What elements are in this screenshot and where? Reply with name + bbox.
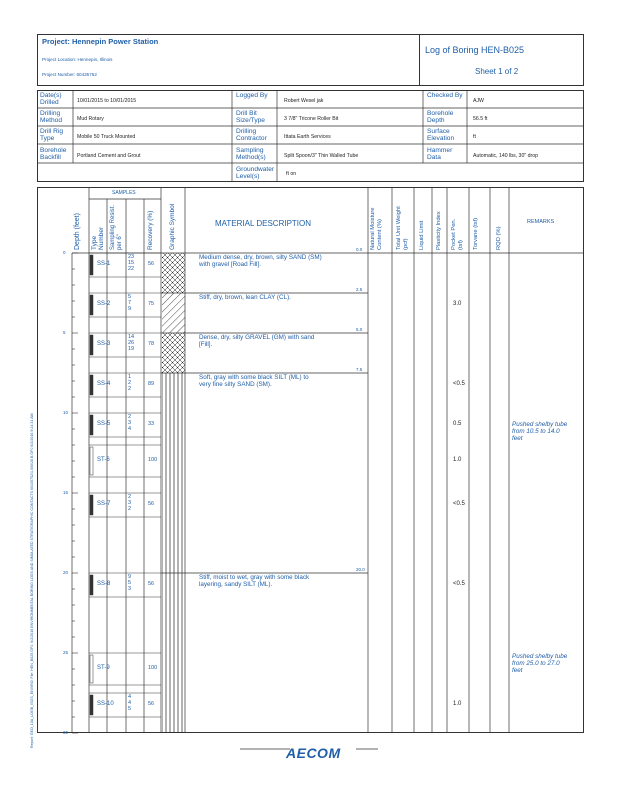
rqd-column-header: RQD (%) <box>496 226 502 250</box>
label-borehole-depth: Borehole Depth <box>427 110 454 124</box>
blow-count: 3 <box>128 586 132 592</box>
split-spoon-marker <box>90 295 93 315</box>
layer-depth: 5.0 <box>356 327 363 332</box>
pocket-pen-column-header: Pocket Pen. (tsf) <box>451 218 464 250</box>
project-number: Project Number: 60435752 <box>42 72 97 77</box>
soil-graphic <box>162 293 185 333</box>
sample-recovery: 100 <box>148 665 158 671</box>
log-title: Log of Boring HEN-B025 <box>425 45 525 55</box>
liquid-limit-column-header: Liquid Limit <box>419 220 425 250</box>
label-checked-by: Checked By <box>427 92 463 99</box>
layer-description: very fine silty SAND (SM). <box>199 381 272 388</box>
value-sampling-method: Split Spoon/3" Thin Walled Tube <box>284 153 359 159</box>
sample-id: SS-3 <box>97 341 111 347</box>
recovery-column-header: Recovery (%) <box>147 210 154 250</box>
blow-count: 22 <box>128 266 135 272</box>
label-hammer-data: Hammer Data <box>427 147 453 161</box>
sample-recovery: 56 <box>148 581 155 587</box>
layer-description: Soft, gray with some black SILT (ML) to <box>199 374 309 381</box>
layer-depth: 7.5 <box>356 367 363 372</box>
aecom-logo: AECOM <box>286 745 341 761</box>
layer-depth: 2.5 <box>356 287 363 292</box>
split-spoon-marker <box>90 375 93 395</box>
blow-count: 2 <box>128 414 132 420</box>
sample-recovery: 56 <box>148 501 155 507</box>
sample-recovery: 89 <box>148 381 155 387</box>
layer-description: Stiff, dry, brown, lean CLAY (CL). <box>199 294 291 301</box>
layer-depth: 0.0 <box>356 247 363 252</box>
project-location: Project Location: Hennepin, Illinois <box>42 57 113 62</box>
sample-id: SS-5 <box>97 421 111 427</box>
type-column-header: Type <box>91 235 98 250</box>
sample-recovery: 75 <box>148 301 155 307</box>
blow-count: 9 <box>128 574 132 580</box>
layer-depth: 20.0 <box>356 567 365 572</box>
blow-count: 2 <box>128 380 132 386</box>
split-spoon-marker <box>90 255 93 275</box>
graphic-column-header: Graphic Symbol <box>169 203 176 250</box>
split-spoon-marker <box>90 575 93 595</box>
blow-count: 2 <box>128 386 132 392</box>
sample-id: SS-7 <box>97 501 111 507</box>
blow-count: 3 <box>128 420 132 426</box>
blow-count: 5 <box>128 294 132 300</box>
remark-text: feet <box>512 667 523 674</box>
sample-id: SS-4 <box>97 381 111 387</box>
blow-count: 3 <box>128 500 132 506</box>
value-drill-bit: 3 7/8" Tricone Roller Bit <box>284 116 339 122</box>
depth-label: 30 <box>63 730 69 735</box>
label-contractor: Drilling Contractor <box>236 128 267 142</box>
pocket-pen-value: <0.5 <box>453 581 465 587</box>
layer-description: Dense, dry, silty GRAVEL (GM) with sand <box>199 334 315 341</box>
report-side-note: Report: GEO_10A_LOGB_ISGS_ENVIRO; File: HEN_B025.GPJ; 6/2/2016 ENVIRONMENTAL BORING LOGS AND SIMULATED STRATIGRAPHIC CONTACTS 60435752/1,000/28 B.GPJ 6/2/2016 9:24:31 AM <box>30 413 34 748</box>
pocket-pen-value: 1.0 <box>453 457 462 463</box>
value-checked-by: AJW <box>473 98 484 104</box>
sheet-number: Sheet 1 of 2 <box>475 67 519 76</box>
soil-graphic <box>162 373 185 573</box>
label-logged-by: Logged By <box>236 92 268 99</box>
pocket-pen-value: 0.5 <box>453 421 462 427</box>
split-spoon-marker <box>90 415 93 435</box>
depth-label: 0 <box>63 250 66 255</box>
value-logged-by: Robert Wesel jak <box>284 98 324 104</box>
sample-recovery: 56 <box>148 701 155 707</box>
pocket-pen-value: <0.5 <box>453 501 465 507</box>
soil-graphic <box>162 573 185 733</box>
sample-id: SS-8 <box>97 581 111 587</box>
value-drill-rig: Mobile 50 Truck Mounted <box>77 134 136 140</box>
shelby-tube-marker <box>90 655 93 683</box>
blow-count: 4 <box>128 426 132 432</box>
split-spoon-marker <box>90 695 93 715</box>
soil-graphic <box>162 253 185 293</box>
remark-text: from 25.0 to 27.0 <box>512 660 560 667</box>
layer-description: with gravel [Road Fill]. <box>199 261 261 268</box>
blow-count: 23 <box>128 254 135 260</box>
depth-label: 25 <box>63 650 69 655</box>
depth-label: 15 <box>63 490 69 495</box>
project-title: Project: Hennepin Power Station <box>42 37 159 46</box>
sample-id: SS-1 <box>97 261 111 267</box>
label-date-drilled: Date(s) Drilled <box>40 92 62 106</box>
sample-id: SS-10 <box>97 701 114 707</box>
label-backfill: Borehole Backfill <box>40 147 67 161</box>
plasticity-column-header: Plasticity Index <box>436 211 442 250</box>
value-groundwater: ft on <box>286 171 297 177</box>
blow-count: 4 <box>128 700 132 706</box>
split-spoon-marker <box>90 335 93 355</box>
remark-text: feet <box>512 435 523 442</box>
pocket-pen-value: 1.0 <box>453 701 462 707</box>
label-drilling-method: Drilling Method <box>40 110 62 124</box>
blow-count: 7 <box>128 300 132 306</box>
depth-label: 20 <box>63 570 69 575</box>
value-borehole-depth: 56.5 ft <box>473 116 488 122</box>
blow-count: 5 <box>128 706 132 712</box>
layer-description: [Fill]. <box>199 341 213 348</box>
blow-count: 2 <box>128 506 132 512</box>
material-description-header: MATERIAL DESCRIPTION <box>215 219 312 228</box>
remark-text: Pushed shelby tube <box>512 653 568 660</box>
split-spoon-marker <box>90 495 93 515</box>
blow-count: 14 <box>128 334 135 340</box>
value-contractor: Ittata Earth Services <box>284 134 331 140</box>
value-drilling-method: Mud Rotary <box>77 116 104 122</box>
pocket-pen-value: 3.0 <box>453 301 462 307</box>
blow-count: 19 <box>128 346 135 352</box>
moisture-column-header: Natural Moisture Content (%) <box>370 207 383 250</box>
blow-count: 2 <box>128 494 132 500</box>
blow-count: 1 <box>128 374 132 380</box>
label-drill-bit: Drill Bit Size/Type <box>236 110 265 124</box>
layer-description: Medium dense, dry, brown, silty SAND (SM) <box>199 254 322 261</box>
remark-text: Pushed shelby tube <box>512 421 568 428</box>
blow-count: 5 <box>128 580 132 586</box>
sample-id: ST-9 <box>97 665 110 671</box>
value-date-drilled: 10/01/2015 to 10/01/2015 <box>77 98 137 104</box>
soil-graphic <box>162 333 185 373</box>
blow-count: 15 <box>128 260 135 266</box>
sample-id: ST-6 <box>97 457 110 463</box>
value-surface-elevation: ft <box>473 134 476 140</box>
sample-recovery: 78 <box>148 341 155 347</box>
layer-description: layering, sandy SILT (ML). <box>199 581 273 588</box>
sample-recovery: 33 <box>148 421 155 427</box>
value-hammer-data: Automatic, 140 lbs, 30" drop <box>473 153 538 159</box>
remarks-header: REMARKS <box>527 219 555 225</box>
label-drill-rig: Drill Rig Type <box>40 128 64 142</box>
blows-column-header: Sampling Resist. per 6" <box>110 204 123 250</box>
remark-text: from 10.5 to 14.0 <box>512 428 560 435</box>
depth-column-header: Depth (feet) <box>74 213 81 250</box>
label-sampling-method: Sampling Method(s) <box>236 147 266 161</box>
blow-count: 4 <box>128 694 132 700</box>
sample-recovery: 100 <box>148 457 158 463</box>
sample-recovery: 56 <box>148 261 155 267</box>
number-column-header: Number <box>98 226 105 250</box>
blow-count: 9 <box>128 306 132 312</box>
sample-id: SS-2 <box>97 301 111 307</box>
pocket-pen-value: <0.5 <box>453 381 465 387</box>
value-backfill: Portland Cement and Grout <box>77 153 141 159</box>
label-groundwater: Groundwater Level(s) <box>236 166 275 180</box>
torvane-column-header: Torvane (tsf) <box>473 217 479 250</box>
samples-header: SAMPLES <box>112 190 136 196</box>
blow-count: 26 <box>128 340 135 346</box>
unit-weight-column-header: Total Unit Weight (pcf) <box>396 206 409 250</box>
depth-label: 5 <box>63 330 66 335</box>
layer-description: Stiff, moist to wet, gray with some black <box>199 574 310 581</box>
depth-label: 10 <box>63 410 69 415</box>
label-surface-elevation: Surface Elevation <box>427 128 455 142</box>
shelby-tube-marker <box>90 447 93 475</box>
